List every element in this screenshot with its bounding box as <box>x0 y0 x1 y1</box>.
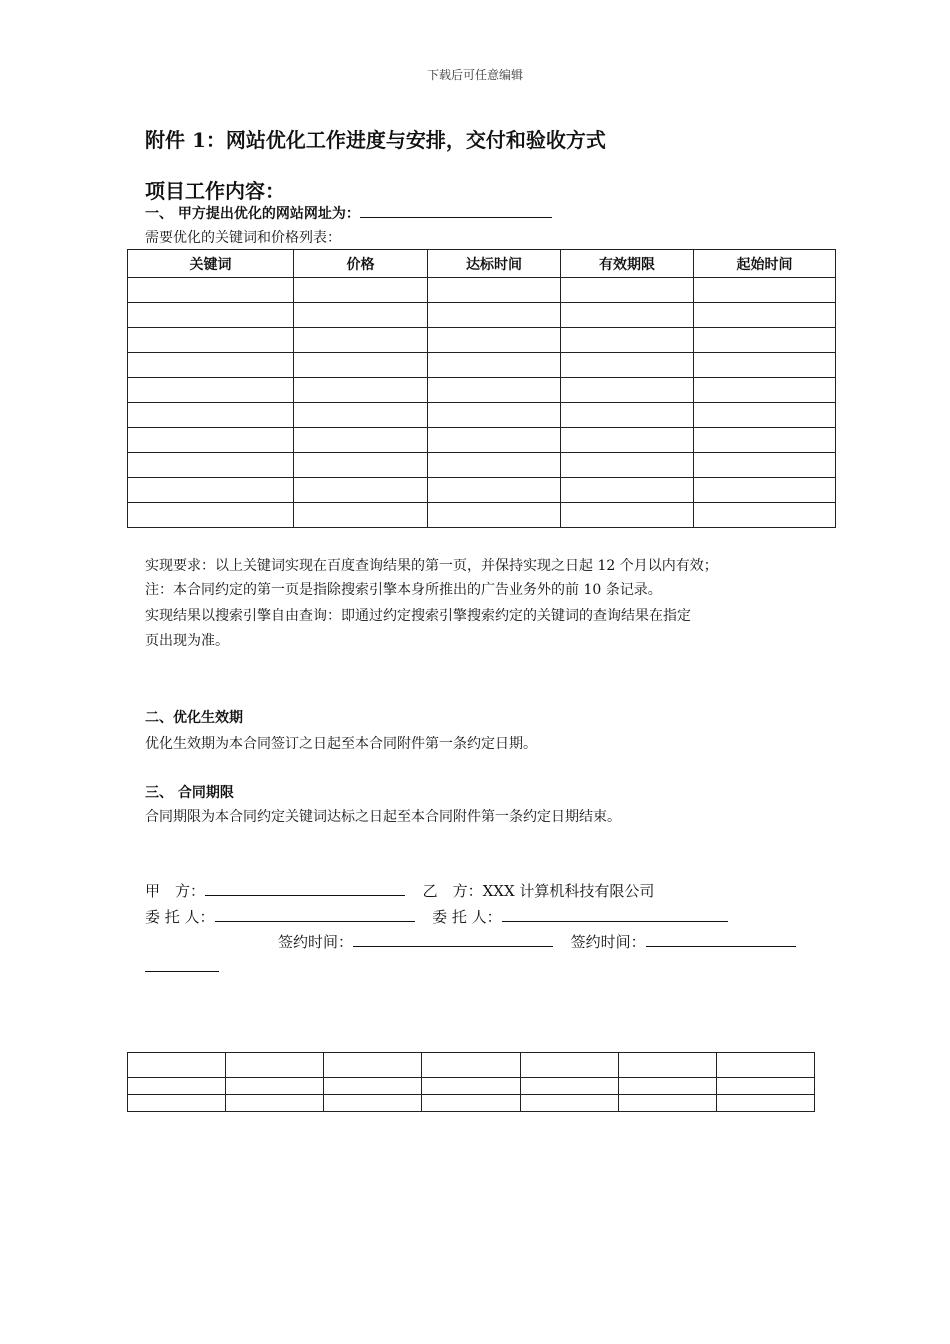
table-cell[interactable] <box>128 478 294 503</box>
table-cell[interactable] <box>428 403 561 428</box>
table-cell <box>520 1078 618 1095</box>
table-cell[interactable] <box>694 453 836 478</box>
table-cell[interactable] <box>428 353 561 378</box>
table-cell[interactable] <box>561 453 694 478</box>
section-subtitle: 项目工作内容： <box>145 179 285 203</box>
table-cell <box>324 1095 422 1112</box>
party-a-blank[interactable] <box>205 880 405 896</box>
table-row <box>128 428 836 453</box>
sign-time-b-label: 签约时间： <box>570 933 646 951</box>
signature-row-dates <box>278 931 796 952</box>
table-cell[interactable] <box>294 353 428 378</box>
requirement-line-3: 实现结果以搜索引擎自由查询：即通过约定搜索引擎搜索约定的关键词的查询结果在指定 <box>145 608 691 624</box>
sign-time-b-blank[interactable] <box>646 931 796 947</box>
table-cell[interactable] <box>428 303 561 328</box>
table-row <box>128 378 836 403</box>
table-cell <box>716 1053 814 1078</box>
table-cell[interactable] <box>561 303 694 328</box>
col-header-start-date: 起始时间 <box>694 250 836 278</box>
table-cell[interactable] <box>694 328 836 353</box>
table-cell[interactable] <box>428 278 561 303</box>
table-cell <box>618 1053 716 1078</box>
table-cell[interactable] <box>428 478 561 503</box>
table-cell[interactable] <box>294 453 428 478</box>
table-cell[interactable] <box>294 403 428 428</box>
sign-time-b-blank-continued[interactable] <box>145 956 219 972</box>
table-cell <box>618 1078 716 1095</box>
table-cell[interactable] <box>294 478 428 503</box>
section1-label: 一、 甲方提出优化的网站网址为： <box>145 206 360 222</box>
table-cell[interactable] <box>428 378 561 403</box>
requirement-line-1: 实现要求：以上关键词实现在百度查询结果的第一页，并保持实现之日起 12 个月以内有效； <box>145 558 718 574</box>
col-header-keyword: 关键词 <box>128 250 294 278</box>
table-cell <box>226 1053 324 1078</box>
table-cell <box>324 1078 422 1095</box>
table-cell <box>324 1053 422 1078</box>
table-row <box>128 328 836 353</box>
section1-website-url <box>145 203 552 223</box>
table-cell <box>128 1053 226 1078</box>
table-cell[interactable] <box>128 303 294 328</box>
table-cell[interactable] <box>128 403 294 428</box>
table-cell[interactable] <box>428 503 561 528</box>
table-cell <box>226 1078 324 1095</box>
table-row <box>128 403 836 428</box>
table-row <box>128 303 836 328</box>
table-cell[interactable] <box>294 428 428 453</box>
table-cell[interactable] <box>428 428 561 453</box>
signature-row-agents <box>145 906 728 927</box>
keyword-list-intro: 需要优化的关键词和价格列表： <box>145 230 341 246</box>
agent-a-blank[interactable] <box>215 906 415 922</box>
table-cell[interactable] <box>561 403 694 428</box>
table-cell <box>716 1095 814 1112</box>
page-header-note: 下载后可任意编辑 <box>426 68 523 82</box>
table-cell[interactable] <box>428 453 561 478</box>
table-cell[interactable] <box>561 353 694 378</box>
requirement-line-2: 注：本合同约定的第一页是指除搜索引擎本身所推出的广告业务外的前 10 条记录。 <box>145 582 662 598</box>
table-cell[interactable] <box>561 278 694 303</box>
agent-b-blank[interactable] <box>502 906 728 922</box>
table-cell[interactable] <box>128 503 294 528</box>
table-cell[interactable] <box>294 278 428 303</box>
table-cell[interactable] <box>561 503 694 528</box>
table-row <box>128 1095 815 1112</box>
party-b-value: XXX 计算机科技有限公司 <box>482 882 655 900</box>
party-a-label: 甲 方： <box>145 882 206 900</box>
table-cell <box>128 1078 226 1095</box>
table-cell[interactable] <box>128 278 294 303</box>
table-cell[interactable] <box>294 328 428 353</box>
table-cell <box>422 1095 520 1112</box>
table-cell <box>618 1095 716 1112</box>
table-cell <box>422 1053 520 1078</box>
table-cell[interactable] <box>294 378 428 403</box>
table-cell[interactable] <box>561 428 694 453</box>
keyword-price-table <box>127 249 836 528</box>
table-cell[interactable] <box>694 428 836 453</box>
footer-table <box>127 1052 815 1112</box>
sign-time-a-label: 签约时间： <box>278 933 354 951</box>
agent-b-label: 委 托 人： <box>432 908 502 926</box>
table-cell[interactable] <box>694 503 836 528</box>
section2-heading: 二、优化生效期 <box>145 710 243 726</box>
table-cell <box>520 1095 618 1112</box>
table-cell[interactable] <box>694 278 836 303</box>
table-cell[interactable] <box>128 378 294 403</box>
table-cell[interactable] <box>561 478 694 503</box>
document-title: 附件 1：网站优化工作进度与安排，交付和验收方式 <box>145 128 606 152</box>
col-header-validity: 有效期限 <box>561 250 694 278</box>
requirement-line-4: 页出现为准。 <box>145 633 229 649</box>
table-cell[interactable] <box>694 353 836 378</box>
table-row <box>128 478 836 503</box>
table-cell[interactable] <box>294 503 428 528</box>
table-row <box>128 353 836 378</box>
table-cell <box>128 1095 226 1112</box>
sign-time-a-blank[interactable] <box>353 931 553 947</box>
section2-text: 优化生效期为本合同签订之日起至本合同附件第一条约定日期。 <box>145 736 537 752</box>
table-cell[interactable] <box>561 378 694 403</box>
table-cell[interactable] <box>428 328 561 353</box>
table-row <box>128 1053 815 1078</box>
col-header-target-date: 达标时间 <box>428 250 561 278</box>
website-url-blank[interactable] <box>360 203 552 218</box>
party-b-label: 乙 方： <box>422 882 483 900</box>
table-header-row <box>128 250 836 278</box>
table-cell[interactable] <box>128 428 294 453</box>
table-cell[interactable] <box>128 328 294 353</box>
table-row <box>128 453 836 478</box>
table-cell[interactable] <box>694 303 836 328</box>
table-cell[interactable] <box>694 403 836 428</box>
col-header-price: 价格 <box>294 250 428 278</box>
table-cell <box>226 1095 324 1112</box>
section3-text: 合同期限为本合同约定关键词达标之日起至本合同附件第一条约定日期结束。 <box>145 809 621 825</box>
table-cell[interactable] <box>694 378 836 403</box>
table-cell <box>422 1078 520 1095</box>
table-cell[interactable] <box>694 478 836 503</box>
signature-row-parties <box>145 880 654 901</box>
agent-a-label: 委 托 人： <box>145 908 215 926</box>
table-cell[interactable] <box>294 303 428 328</box>
table-cell <box>716 1078 814 1095</box>
table-row <box>128 1078 815 1095</box>
table-row <box>128 503 836 528</box>
table-cell[interactable] <box>128 353 294 378</box>
table-cell <box>520 1053 618 1078</box>
section3-heading: 三、 合同期限 <box>145 785 234 801</box>
table-cell[interactable] <box>128 453 294 478</box>
table-cell[interactable] <box>561 328 694 353</box>
table-row <box>128 278 836 303</box>
